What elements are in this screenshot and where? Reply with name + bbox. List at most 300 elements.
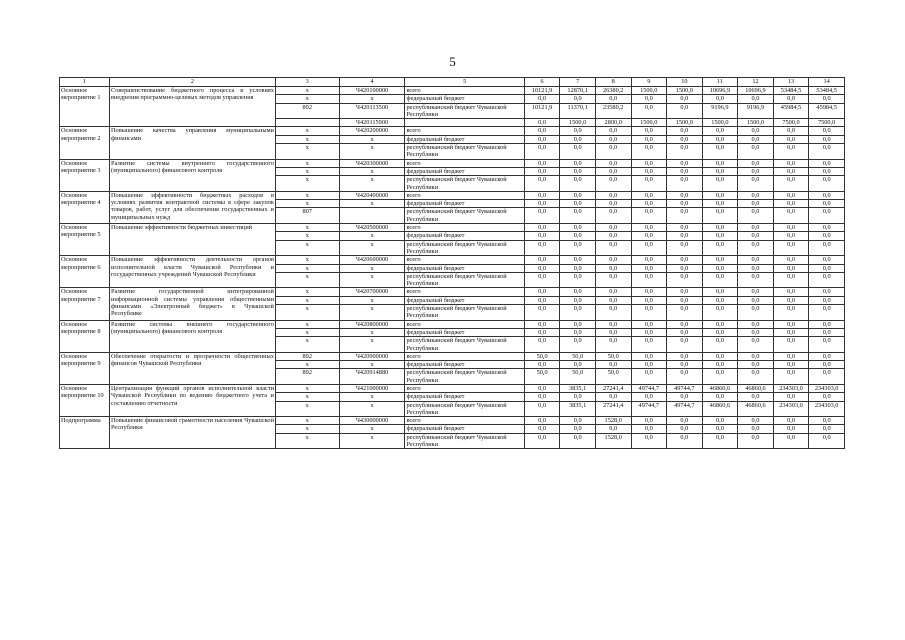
amount-cell: 0,0 (560, 95, 596, 103)
funding-source: республиканский бюджет Чувашской Республики (405, 144, 524, 160)
amount-cell: 0,0 (595, 240, 631, 256)
amount-cell: 0,0 (738, 296, 774, 304)
amount-cell: 0,0 (702, 159, 738, 167)
amount-cell: 0,0 (738, 264, 774, 272)
amount-cell: 0,0 (702, 208, 738, 224)
amount-cell: 0,0 (560, 167, 596, 175)
amount-cell: 0,0 (667, 425, 703, 433)
amount-cell: 0,0 (631, 361, 667, 369)
measure-name: Повышение эффективности деятельности органов исполнительной власти Чувашской Республики и государственных учреждений Чувашской Республики (110, 256, 276, 288)
amount-cell: 0,0 (524, 224, 560, 232)
column-number: 6 (524, 78, 560, 87)
amount-cell: 0,0 (738, 144, 774, 160)
amount-cell: 0,0 (702, 191, 738, 199)
amount-cell: 0,0 (738, 159, 774, 167)
amount-cell: 0,0 (560, 159, 596, 167)
amount-cell: 0,0 (667, 135, 703, 143)
amount-cell: 0,0 (631, 320, 667, 328)
amount-cell: 0,0 (702, 393, 738, 401)
amount-cell: 0,0 (524, 95, 560, 103)
amount-cell: 0,0 (631, 135, 667, 143)
amount-cell: 0,0 (702, 95, 738, 103)
csr-code: x (339, 328, 405, 336)
measure-name: Совершенствование бюджетного процесса в условиях внедрения программно-целевых методов управления (110, 87, 276, 127)
csr-code: Ч420600000 (339, 256, 405, 264)
grbs-code: x (275, 264, 339, 272)
amount-cell: 27241,4 (595, 384, 631, 392)
amount-cell: 53484,5 (809, 87, 845, 95)
amount-cell: 0,0 (560, 433, 596, 449)
funding-source: федеральный бюджет (405, 328, 524, 336)
amount-cell: 0,0 (595, 328, 631, 336)
csr-code: x (339, 240, 405, 256)
amount-cell: 0,0 (595, 176, 631, 192)
table-row (60, 288, 845, 296)
amount-cell: 0,0 (524, 176, 560, 192)
amount-cell: 0,0 (524, 167, 560, 175)
amount-cell: 1528,0 (595, 433, 631, 449)
amount-cell: 0,0 (595, 256, 631, 264)
amount-cell: 0,0 (738, 425, 774, 433)
amount-cell: 0,0 (560, 135, 596, 143)
amount-cell: 0,0 (524, 272, 560, 288)
grbs-code: x (275, 144, 339, 160)
amount-cell: 0,0 (773, 433, 809, 449)
measure-type: Основное мероприятие 9 (60, 352, 110, 384)
amount-cell: 0,0 (524, 320, 560, 328)
amount-cell: 10121,9 (524, 87, 560, 95)
amount-cell: 1528,0 (595, 417, 631, 425)
table-row (60, 191, 845, 199)
funding-source: всего (405, 159, 524, 167)
amount-cell: 0,0 (773, 393, 809, 401)
amount-cell: 0,0 (560, 272, 596, 288)
amount-cell: 0,0 (702, 240, 738, 256)
amount-cell: 0,0 (702, 337, 738, 353)
amount-cell: 0,0 (560, 393, 596, 401)
amount-cell: 0,0 (631, 328, 667, 336)
csr-code: Ч420900000 (339, 352, 405, 360)
table-body (60, 78, 845, 449)
amount-cell: 0,0 (667, 95, 703, 103)
table-row (60, 224, 845, 232)
amount-cell: 0,0 (595, 264, 631, 272)
amount-cell: 0,0 (702, 425, 738, 433)
amount-cell: 0,0 (809, 159, 845, 167)
amount-cell: 0,0 (631, 417, 667, 425)
csr-code: x (339, 433, 405, 449)
funding-source: всего (405, 87, 524, 95)
csr-code: x (339, 144, 405, 160)
amount-cell: 10696,9 (702, 87, 738, 95)
amount-cell: 0,0 (595, 167, 631, 175)
amount-cell: 0,0 (702, 224, 738, 232)
column-number: 11 (702, 78, 738, 87)
table-row (60, 159, 845, 167)
amount-cell: 0,0 (631, 352, 667, 360)
amount-cell: 0,0 (524, 337, 560, 353)
amount-cell: 0,0 (667, 433, 703, 449)
measure-type: Основное мероприятие 6 (60, 256, 110, 288)
grbs-code: x (275, 87, 339, 95)
amount-cell: 0,0 (631, 95, 667, 103)
amount-cell: 0,0 (595, 200, 631, 208)
measure-type: Основное мероприятие 10 (60, 384, 110, 416)
amount-cell: 0,0 (738, 433, 774, 449)
amount-cell: 0,0 (524, 305, 560, 321)
amount-cell: 0,0 (667, 352, 703, 360)
grbs-code: x (275, 272, 339, 288)
grbs-code: x (275, 224, 339, 232)
amount-cell: 0,0 (773, 352, 809, 360)
csr-code: x (339, 296, 405, 304)
amount-cell: 0,0 (631, 425, 667, 433)
amount-cell: 0,0 (560, 305, 596, 321)
csr-code: x (339, 272, 405, 288)
amount-cell: 0,0 (702, 264, 738, 272)
amount-cell: 0,0 (667, 296, 703, 304)
amount-cell: 0,0 (738, 328, 774, 336)
amount-cell: 0,0 (773, 208, 809, 224)
amount-cell: 0,0 (738, 176, 774, 192)
amount-cell: 0,0 (809, 296, 845, 304)
amount-cell: 0,0 (524, 264, 560, 272)
amount-cell: 50,0 (524, 352, 560, 360)
grbs-code: x (275, 433, 339, 449)
amount-cell: 0,0 (667, 224, 703, 232)
amount-cell: 0,0 (595, 296, 631, 304)
grbs-code: x (275, 167, 339, 175)
column-number: 3 (275, 78, 339, 87)
amount-cell: 0,0 (773, 296, 809, 304)
grbs-code: 807 (275, 208, 339, 224)
amount-cell: 0,0 (773, 144, 809, 160)
grbs-code: x (275, 337, 339, 353)
amount-cell: 0,0 (667, 176, 703, 192)
amount-cell: 0,0 (773, 159, 809, 167)
amount-cell: 0,0 (702, 167, 738, 175)
measure-type: Подпрограмма (60, 417, 110, 449)
measure-name: Развитие системы внутреннего государственного (муниципального) финансового контроля (110, 159, 276, 191)
amount-cell: 0,0 (524, 296, 560, 304)
page-number: 5 (449, 54, 456, 69)
funding-source: федеральный бюджет (405, 95, 524, 103)
amount-cell: 0,0 (773, 135, 809, 143)
amount-cell: 1500,0 (631, 87, 667, 95)
amount-cell: 23580,2 (595, 103, 631, 119)
amount-cell: 0,0 (738, 305, 774, 321)
csr-code: x (339, 425, 405, 433)
csr-code: Ч420100000 (339, 87, 405, 95)
amount-cell: 0,0 (524, 135, 560, 143)
amount-cell: 49744,7 (667, 401, 703, 417)
csr-code: x (339, 393, 405, 401)
csr-code: Ч420113500 (339, 103, 405, 119)
amount-cell: 0,0 (773, 167, 809, 175)
amount-cell: 0,0 (738, 208, 774, 224)
amount-cell: 0,0 (560, 288, 596, 296)
amount-cell: 0,0 (631, 337, 667, 353)
amount-cell: 0,0 (738, 361, 774, 369)
amount-cell: 0,0 (809, 191, 845, 199)
amount-cell: 0,0 (560, 224, 596, 232)
amount-cell: 0,0 (809, 256, 845, 264)
amount-cell: 0,0 (809, 425, 845, 433)
amount-cell: 27241,4 (595, 401, 631, 417)
amount-cell: 0,0 (773, 337, 809, 353)
grbs-code: x (275, 296, 339, 304)
amount-cell: 0,0 (631, 144, 667, 160)
csr-code: Ч420400000 (339, 191, 405, 199)
funding-source: федеральный бюджет (405, 296, 524, 304)
funding-source: федеральный бюджет (405, 393, 524, 401)
funding-source: всего (405, 127, 524, 135)
amount-cell: 0,0 (773, 191, 809, 199)
amount-cell: 0,0 (631, 256, 667, 264)
grbs-code: x (275, 320, 339, 328)
table-row (60, 352, 845, 360)
amount-cell: 0,0 (809, 288, 845, 296)
amount-cell: 0,0 (667, 200, 703, 208)
funding-source: республиканский бюджет Чувашской Республики (405, 272, 524, 288)
amount-cell: 0,0 (524, 256, 560, 264)
amount-cell: 26380,2 (595, 87, 631, 95)
amount-cell: 0,0 (738, 127, 774, 135)
amount-cell: 0,0 (738, 232, 774, 240)
funding-source: всего (405, 288, 524, 296)
amount-cell: 49744,7 (631, 384, 667, 392)
amount-cell: 46860,6 (738, 401, 774, 417)
grbs-code: x (275, 417, 339, 425)
grbs-code: x (275, 135, 339, 143)
amount-cell: 0,0 (773, 369, 809, 385)
amount-cell: 0,0 (524, 417, 560, 425)
amount-cell: 0,0 (702, 135, 738, 143)
amount-cell: 0,0 (809, 417, 845, 425)
amount-cell: 0,0 (595, 144, 631, 160)
amount-cell: 0,0 (560, 328, 596, 336)
amount-cell: 0,0 (702, 352, 738, 360)
amount-cell: 9196,9 (738, 103, 774, 119)
amount-cell: 0,0 (667, 288, 703, 296)
funding-source: федеральный бюджет (405, 167, 524, 175)
funding-source: всего (405, 417, 524, 425)
measure-name: Повышение эффективности бюджетных расходов в условиях развития контрактной системы в сфере закупок товаров, работ, услуг для обеспечения государственных и муниципальных нужд (110, 191, 276, 223)
amount-cell: 0,0 (524, 288, 560, 296)
column-number-row (60, 78, 845, 87)
measure-name: Централизация функций органов исполнительной власти Чувашской Республики по ведению бюджетного учета и составлению отчетности (110, 384, 276, 416)
amount-cell: 0,0 (667, 417, 703, 425)
grbs-code: x (275, 401, 339, 417)
csr-code: x (339, 401, 405, 417)
amount-cell: 0,0 (631, 200, 667, 208)
amount-cell: 0,0 (809, 208, 845, 224)
amount-cell: 0,0 (667, 272, 703, 288)
amount-cell: 0,0 (702, 272, 738, 288)
amount-cell: 0,0 (702, 305, 738, 321)
csr-code: Ч420500000 (339, 224, 405, 232)
amount-cell: 0,0 (738, 272, 774, 288)
funding-source: федеральный бюджет (405, 264, 524, 272)
funding-source: всего (405, 224, 524, 232)
amount-cell: 0,0 (773, 264, 809, 272)
amount-cell: 10696,9 (738, 87, 774, 95)
amount-cell: 0,0 (809, 200, 845, 208)
amount-cell: 0,0 (631, 288, 667, 296)
amount-cell: 0,0 (809, 305, 845, 321)
measure-type: Основное мероприятие 1 (60, 87, 110, 127)
csr-code: Ч420800000 (339, 320, 405, 328)
amount-cell: 0,0 (631, 296, 667, 304)
grbs-code: x (275, 159, 339, 167)
amount-cell: 0,0 (773, 328, 809, 336)
table-row (60, 417, 845, 425)
amount-cell: 0,0 (773, 320, 809, 328)
grbs-code: 892 (275, 352, 339, 360)
amount-cell: 50,0 (560, 369, 596, 385)
amount-cell: 0,0 (667, 393, 703, 401)
funding-source: всего (405, 191, 524, 199)
amount-cell: 0,0 (667, 305, 703, 321)
amount-cell: 0,0 (702, 328, 738, 336)
amount-cell: 0,0 (524, 200, 560, 208)
column-number: 12 (738, 78, 774, 87)
funding-source: федеральный бюджет (405, 232, 524, 240)
column-number: 1 (60, 78, 110, 87)
grbs-code: x (275, 328, 339, 336)
funding-source: федеральный бюджет (405, 425, 524, 433)
amount-cell: 0,0 (524, 393, 560, 401)
amount-cell: 0,0 (809, 95, 845, 103)
amount-cell: 0,0 (809, 224, 845, 232)
csr-code: Ч420200000 (339, 127, 405, 135)
amount-cell: 0,0 (595, 305, 631, 321)
amount-cell: 0,0 (524, 127, 560, 135)
column-number: 9 (631, 78, 667, 87)
amount-cell: 0,0 (702, 200, 738, 208)
amount-cell: 0,0 (738, 352, 774, 360)
amount-cell: 0,0 (809, 135, 845, 143)
grbs-code: x (275, 191, 339, 199)
amount-cell: 0,0 (667, 361, 703, 369)
measure-type: Основное мероприятие 5 (60, 224, 110, 256)
amount-cell: 0,0 (809, 264, 845, 272)
grbs-code: x (275, 384, 339, 392)
amount-cell: 0,0 (809, 144, 845, 160)
amount-cell: 0,0 (667, 264, 703, 272)
amount-cell: 50,0 (524, 369, 560, 385)
amount-cell: 0,0 (524, 433, 560, 449)
amount-cell: 0,0 (702, 369, 738, 385)
amount-cell: 0,0 (631, 240, 667, 256)
funding-source: всего (405, 352, 524, 360)
funding-source: всего (405, 256, 524, 264)
amount-cell: 0,0 (773, 425, 809, 433)
amount-cell: 0,0 (560, 191, 596, 199)
amount-cell: 0,0 (524, 159, 560, 167)
amount-cell: 0,0 (631, 272, 667, 288)
amount-cell: 0,0 (595, 127, 631, 135)
amount-cell: 0,0 (773, 232, 809, 240)
amount-cell: 0,0 (631, 176, 667, 192)
amount-cell: 0,0 (667, 159, 703, 167)
funding-source: республиканский бюджет Чувашской Республики (405, 369, 524, 385)
amount-cell: 0,0 (560, 425, 596, 433)
amount-cell: 0,0 (524, 191, 560, 199)
measure-type: Основное мероприятие 3 (60, 159, 110, 191)
amount-cell: 0,0 (773, 224, 809, 232)
amount-cell: 53484,5 (773, 87, 809, 95)
amount-cell: 0,0 (702, 232, 738, 240)
column-number: 5 (405, 78, 524, 87)
amount-cell: 0,0 (738, 95, 774, 103)
amount-cell: 0,0 (560, 256, 596, 264)
amount-cell: 0,0 (702, 296, 738, 304)
amount-cell: 0,0 (809, 272, 845, 288)
amount-cell: 234303,0 (809, 401, 845, 417)
grbs-code: x (275, 256, 339, 264)
csr-code: x (339, 135, 405, 143)
amount-cell: 0,0 (560, 264, 596, 272)
amount-cell: 0,0 (702, 176, 738, 192)
amount-cell: 50,0 (560, 352, 596, 360)
amount-cell: 1500,0 (738, 119, 774, 127)
amount-cell: 0,0 (524, 232, 560, 240)
amount-cell: 0,0 (560, 417, 596, 425)
grbs-code: x (275, 425, 339, 433)
csr-code: x (339, 95, 405, 103)
funding-source: федеральный бюджет (405, 200, 524, 208)
amount-cell: 0,0 (702, 361, 738, 369)
amount-cell: 0,0 (595, 337, 631, 353)
funding-source: республиканский бюджет Чувашской Республики (405, 305, 524, 321)
amount-cell: 0,0 (595, 288, 631, 296)
amount-cell: 2800,0 (595, 119, 631, 127)
funding-source: республиканский бюджет Чувашской Республики (405, 176, 524, 192)
grbs-code: x (275, 95, 339, 103)
grbs-code: x (275, 232, 339, 240)
grbs-code: x (275, 288, 339, 296)
funding-source: федеральный бюджет (405, 135, 524, 143)
amount-cell: 0,0 (702, 433, 738, 449)
amount-cell: 0,0 (667, 320, 703, 328)
amount-cell: 1500,0 (667, 119, 703, 127)
amount-cell: 0,0 (631, 191, 667, 199)
amount-cell: 0,0 (702, 127, 738, 135)
amount-cell: 0,0 (809, 167, 845, 175)
funding-source: республиканский бюджет Чувашской Республики (405, 401, 524, 417)
amount-cell: 0,0 (631, 369, 667, 385)
amount-cell: 0,0 (702, 320, 738, 328)
amount-cell: 0,0 (524, 401, 560, 417)
amount-cell: 0,0 (667, 240, 703, 256)
funding-source: республиканский бюджет Чувашской Республики (405, 240, 524, 256)
measure-type: Основное мероприятие 4 (60, 191, 110, 223)
funding-source: всего (405, 320, 524, 328)
amount-cell: 0,0 (738, 320, 774, 328)
amount-cell: 0,0 (738, 224, 774, 232)
amount-cell: 0,0 (809, 127, 845, 135)
funding-source: республиканский бюджет Чувашской Республики (405, 433, 524, 449)
amount-cell: 0,0 (667, 103, 703, 119)
amount-cell: 0,0 (560, 296, 596, 304)
amount-cell: 0,0 (809, 369, 845, 385)
amount-cell: 9196,9 (702, 103, 738, 119)
grbs-code: x (275, 361, 339, 369)
amount-cell: 0,0 (738, 369, 774, 385)
amount-cell: 1500,0 (702, 119, 738, 127)
table-row (60, 384, 845, 392)
